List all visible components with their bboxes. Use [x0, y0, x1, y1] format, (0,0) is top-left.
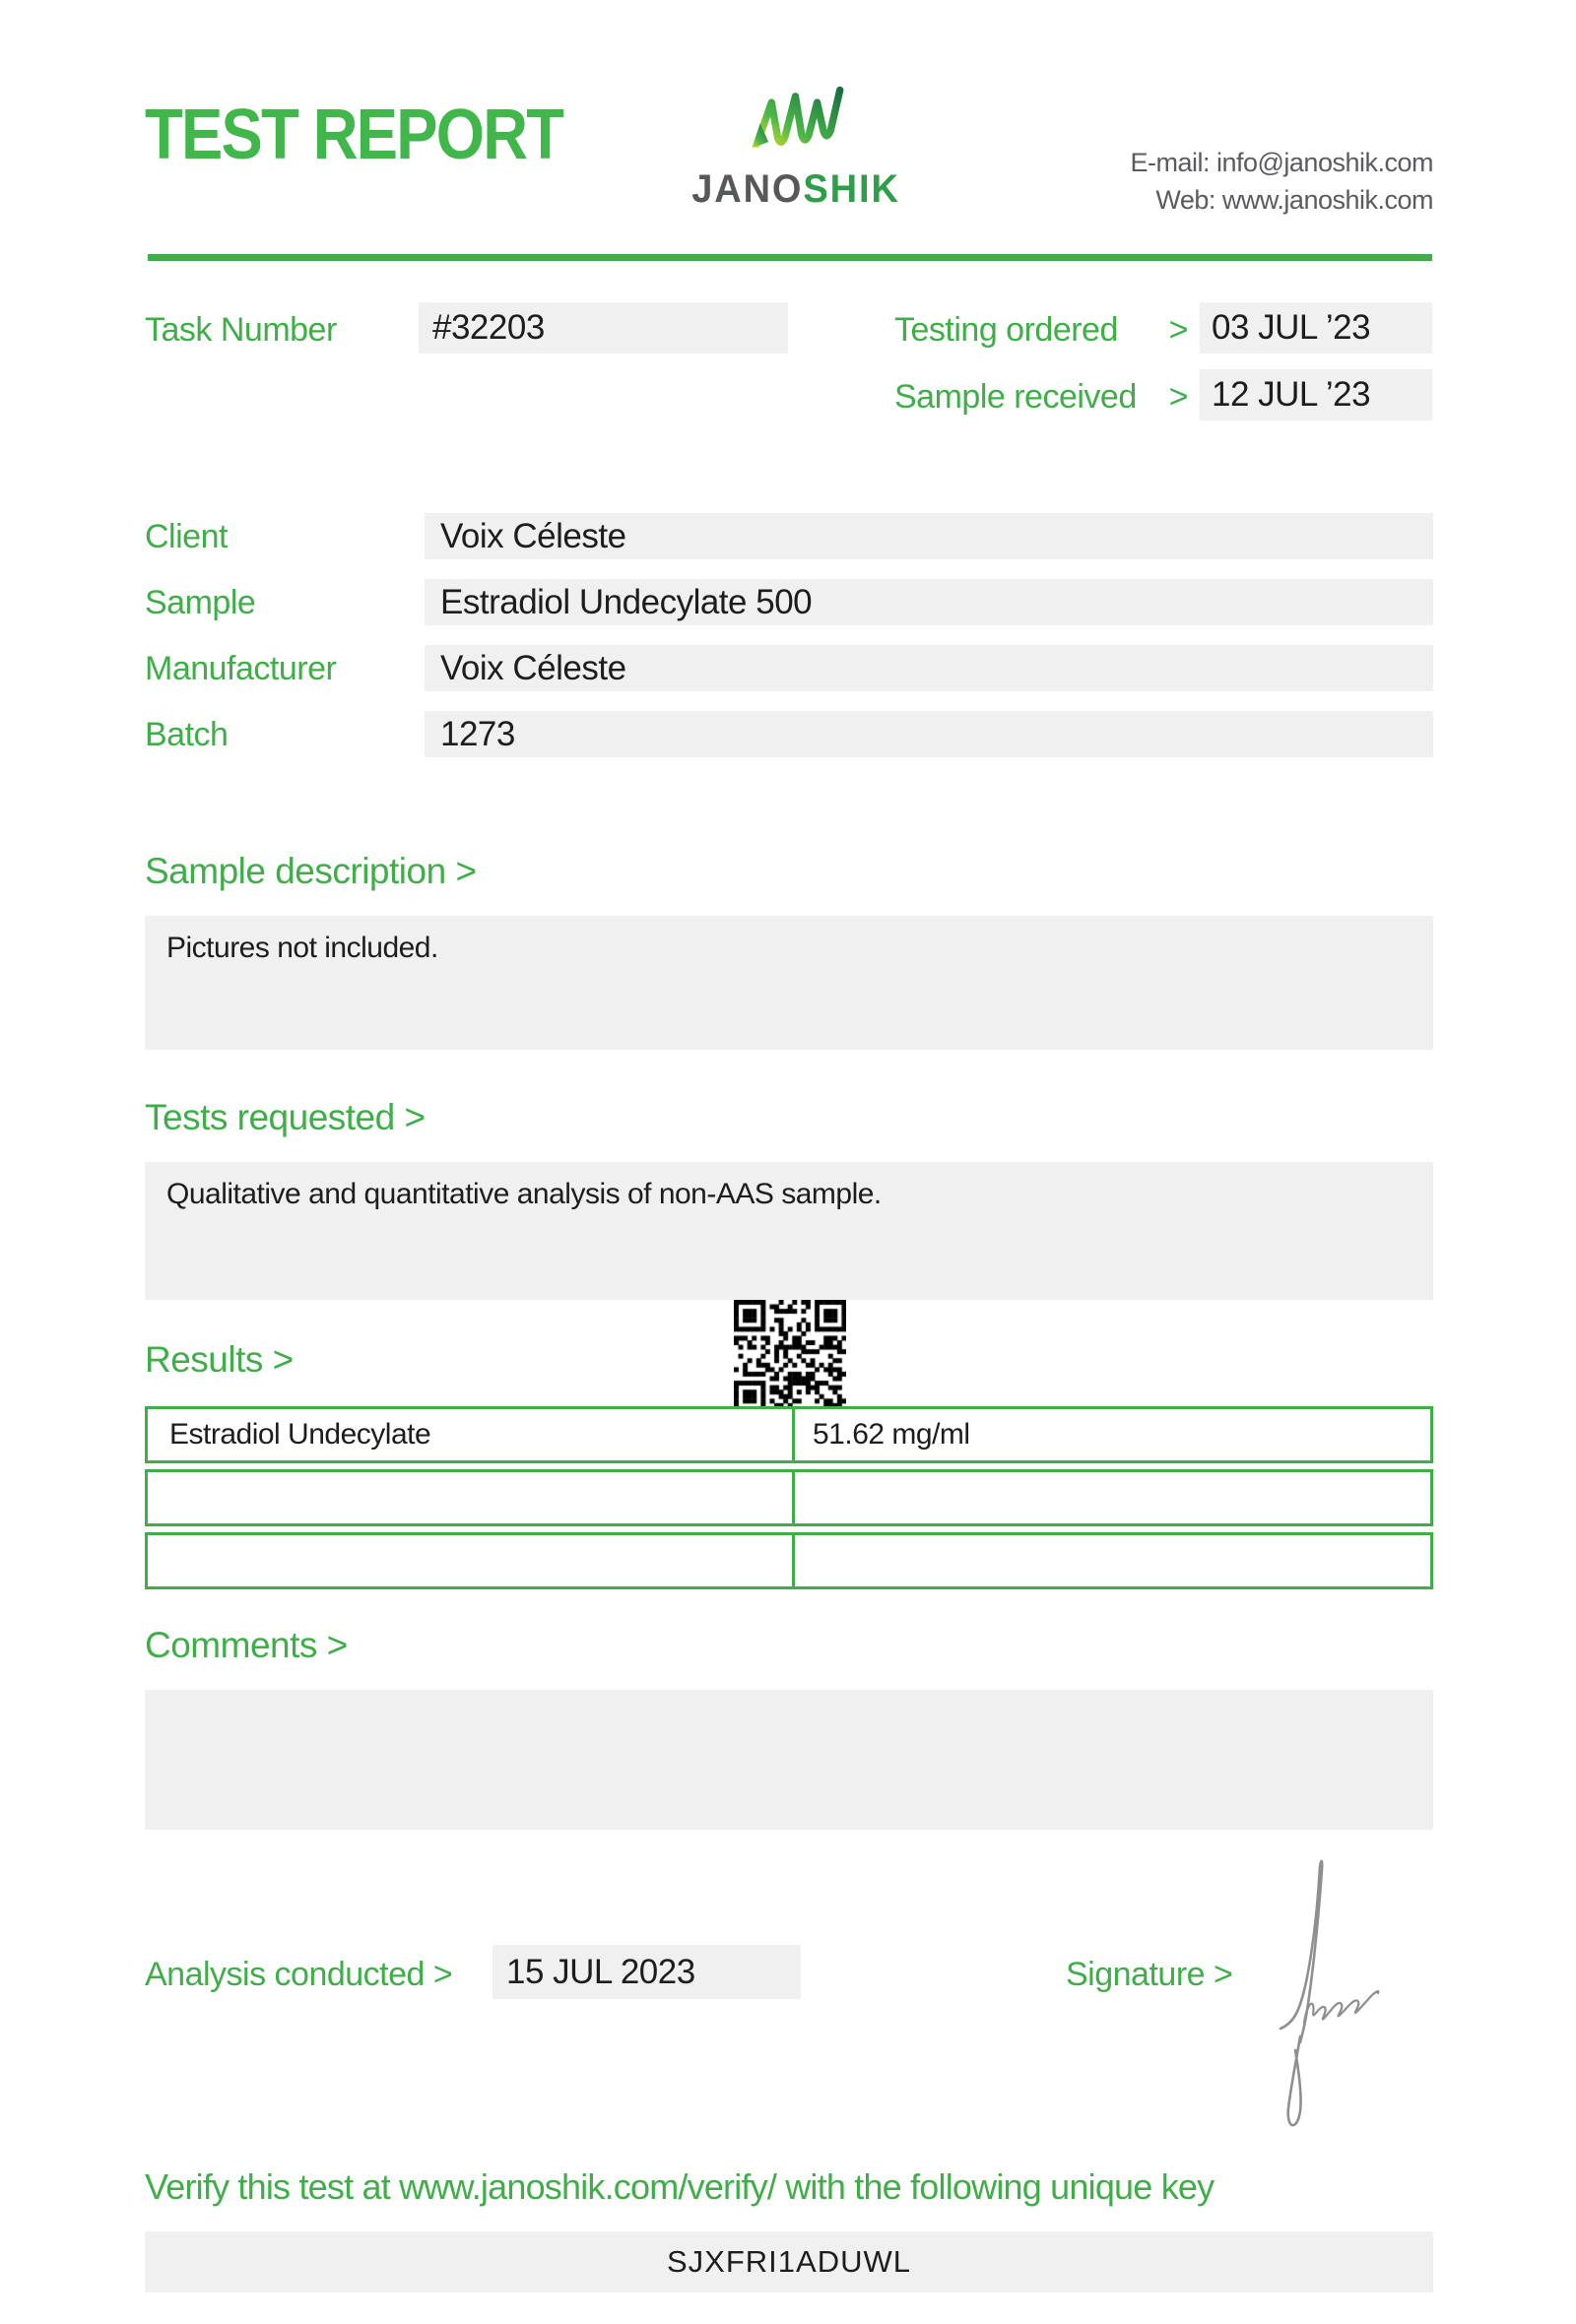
- sample-description-box: [145, 916, 1433, 1050]
- logo-jano: JANO: [691, 167, 804, 211]
- sample-received-label: Sample received >: [894, 378, 1188, 416]
- manufacturer-field: [425, 645, 1433, 691]
- sample-field: [425, 579, 1433, 625]
- sample-description-text: Pictures not included.: [166, 932, 438, 964]
- signature-mark: [1261, 1820, 1478, 2145]
- contact-info: [1130, 144, 1433, 219]
- analysis-conducted-field: [492, 1945, 801, 1999]
- contact-email: E-mail: info@janoshik.com: [1130, 148, 1433, 177]
- result-value-cell: [795, 1535, 1430, 1586]
- tests-requested-text: Qualitative and quantitative analysis of non-AAS sample.: [166, 1178, 882, 1210]
- task-number-label: Task Number: [145, 311, 337, 349]
- client-field: [425, 513, 1433, 559]
- comments-heading: Comments >: [145, 1625, 348, 1665]
- manufacturer-value: Voix Céleste: [440, 648, 626, 687]
- logo-wordmark: [684, 167, 908, 212]
- contact-web: Web: www.janoshik.com: [1155, 185, 1433, 215]
- qr-code: [734, 1300, 846, 1412]
- sample-description-heading: Sample description >: [145, 851, 477, 891]
- result-value-cell: [795, 1472, 1430, 1523]
- results-table: [145, 1406, 1433, 1595]
- batch-label: Batch: [145, 716, 229, 753]
- arrow-glyph: >: [1168, 311, 1188, 349]
- unique-key-value: SJXFRI1ADUWL: [667, 2244, 911, 2279]
- header-divider: [148, 254, 1432, 261]
- chart-arrow-icon: [747, 77, 845, 163]
- arrow-glyph: >: [1168, 378, 1188, 416]
- tests-requested-box: [145, 1162, 1433, 1300]
- task-number-field: [419, 302, 788, 354]
- sample-received-field: [1200, 369, 1432, 420]
- comments-box: [145, 1690, 1433, 1830]
- janoshik-logo: [678, 77, 914, 212]
- results-row: [145, 1406, 1433, 1463]
- tests-requested-heading: Tests requested >: [145, 1097, 426, 1137]
- results-heading: Results >: [145, 1339, 294, 1380]
- sample-value: Estradiol Undecylate 500: [440, 582, 813, 621]
- analysis-conducted-label: Analysis conducted >: [145, 1956, 453, 1993]
- signature-label: Signature >: [1066, 1956, 1233, 1993]
- logo-shik: SHIK: [803, 167, 900, 211]
- verify-instruction: Verify this test at www.janoshik.com/verify/ with the following unique key: [145, 2166, 1215, 2207]
- page-title: TEST REPORT: [145, 96, 563, 174]
- result-substance-cell: [148, 1472, 795, 1523]
- task-number-value: #32203: [432, 308, 545, 347]
- result-value-cell: 51.62 mg/ml: [813, 1418, 970, 1451]
- analysis-conducted-value: 15 JUL 2023: [506, 1952, 695, 1991]
- result-substance-cell: Estradiol Undecylate: [148, 1409, 795, 1460]
- result-substance-cell: [148, 1535, 795, 1586]
- client-value: Voix Céleste: [440, 516, 626, 555]
- testing-ordered-field: [1200, 302, 1432, 354]
- client-label: Client: [145, 518, 228, 555]
- testing-ordered-label: Testing ordered >: [894, 311, 1188, 349]
- sample-label: Sample: [145, 584, 256, 621]
- testing-ordered-value: 03 JUL ’23: [1212, 308, 1371, 347]
- results-row: [145, 1469, 1433, 1526]
- sample-received-value: 12 JUL ’23: [1212, 375, 1371, 414]
- unique-key-field: [145, 2231, 1433, 2292]
- batch-value: 1273: [440, 714, 515, 753]
- batch-field: [425, 711, 1433, 757]
- results-row: [145, 1532, 1433, 1589]
- manufacturer-label: Manufacturer: [145, 650, 337, 687]
